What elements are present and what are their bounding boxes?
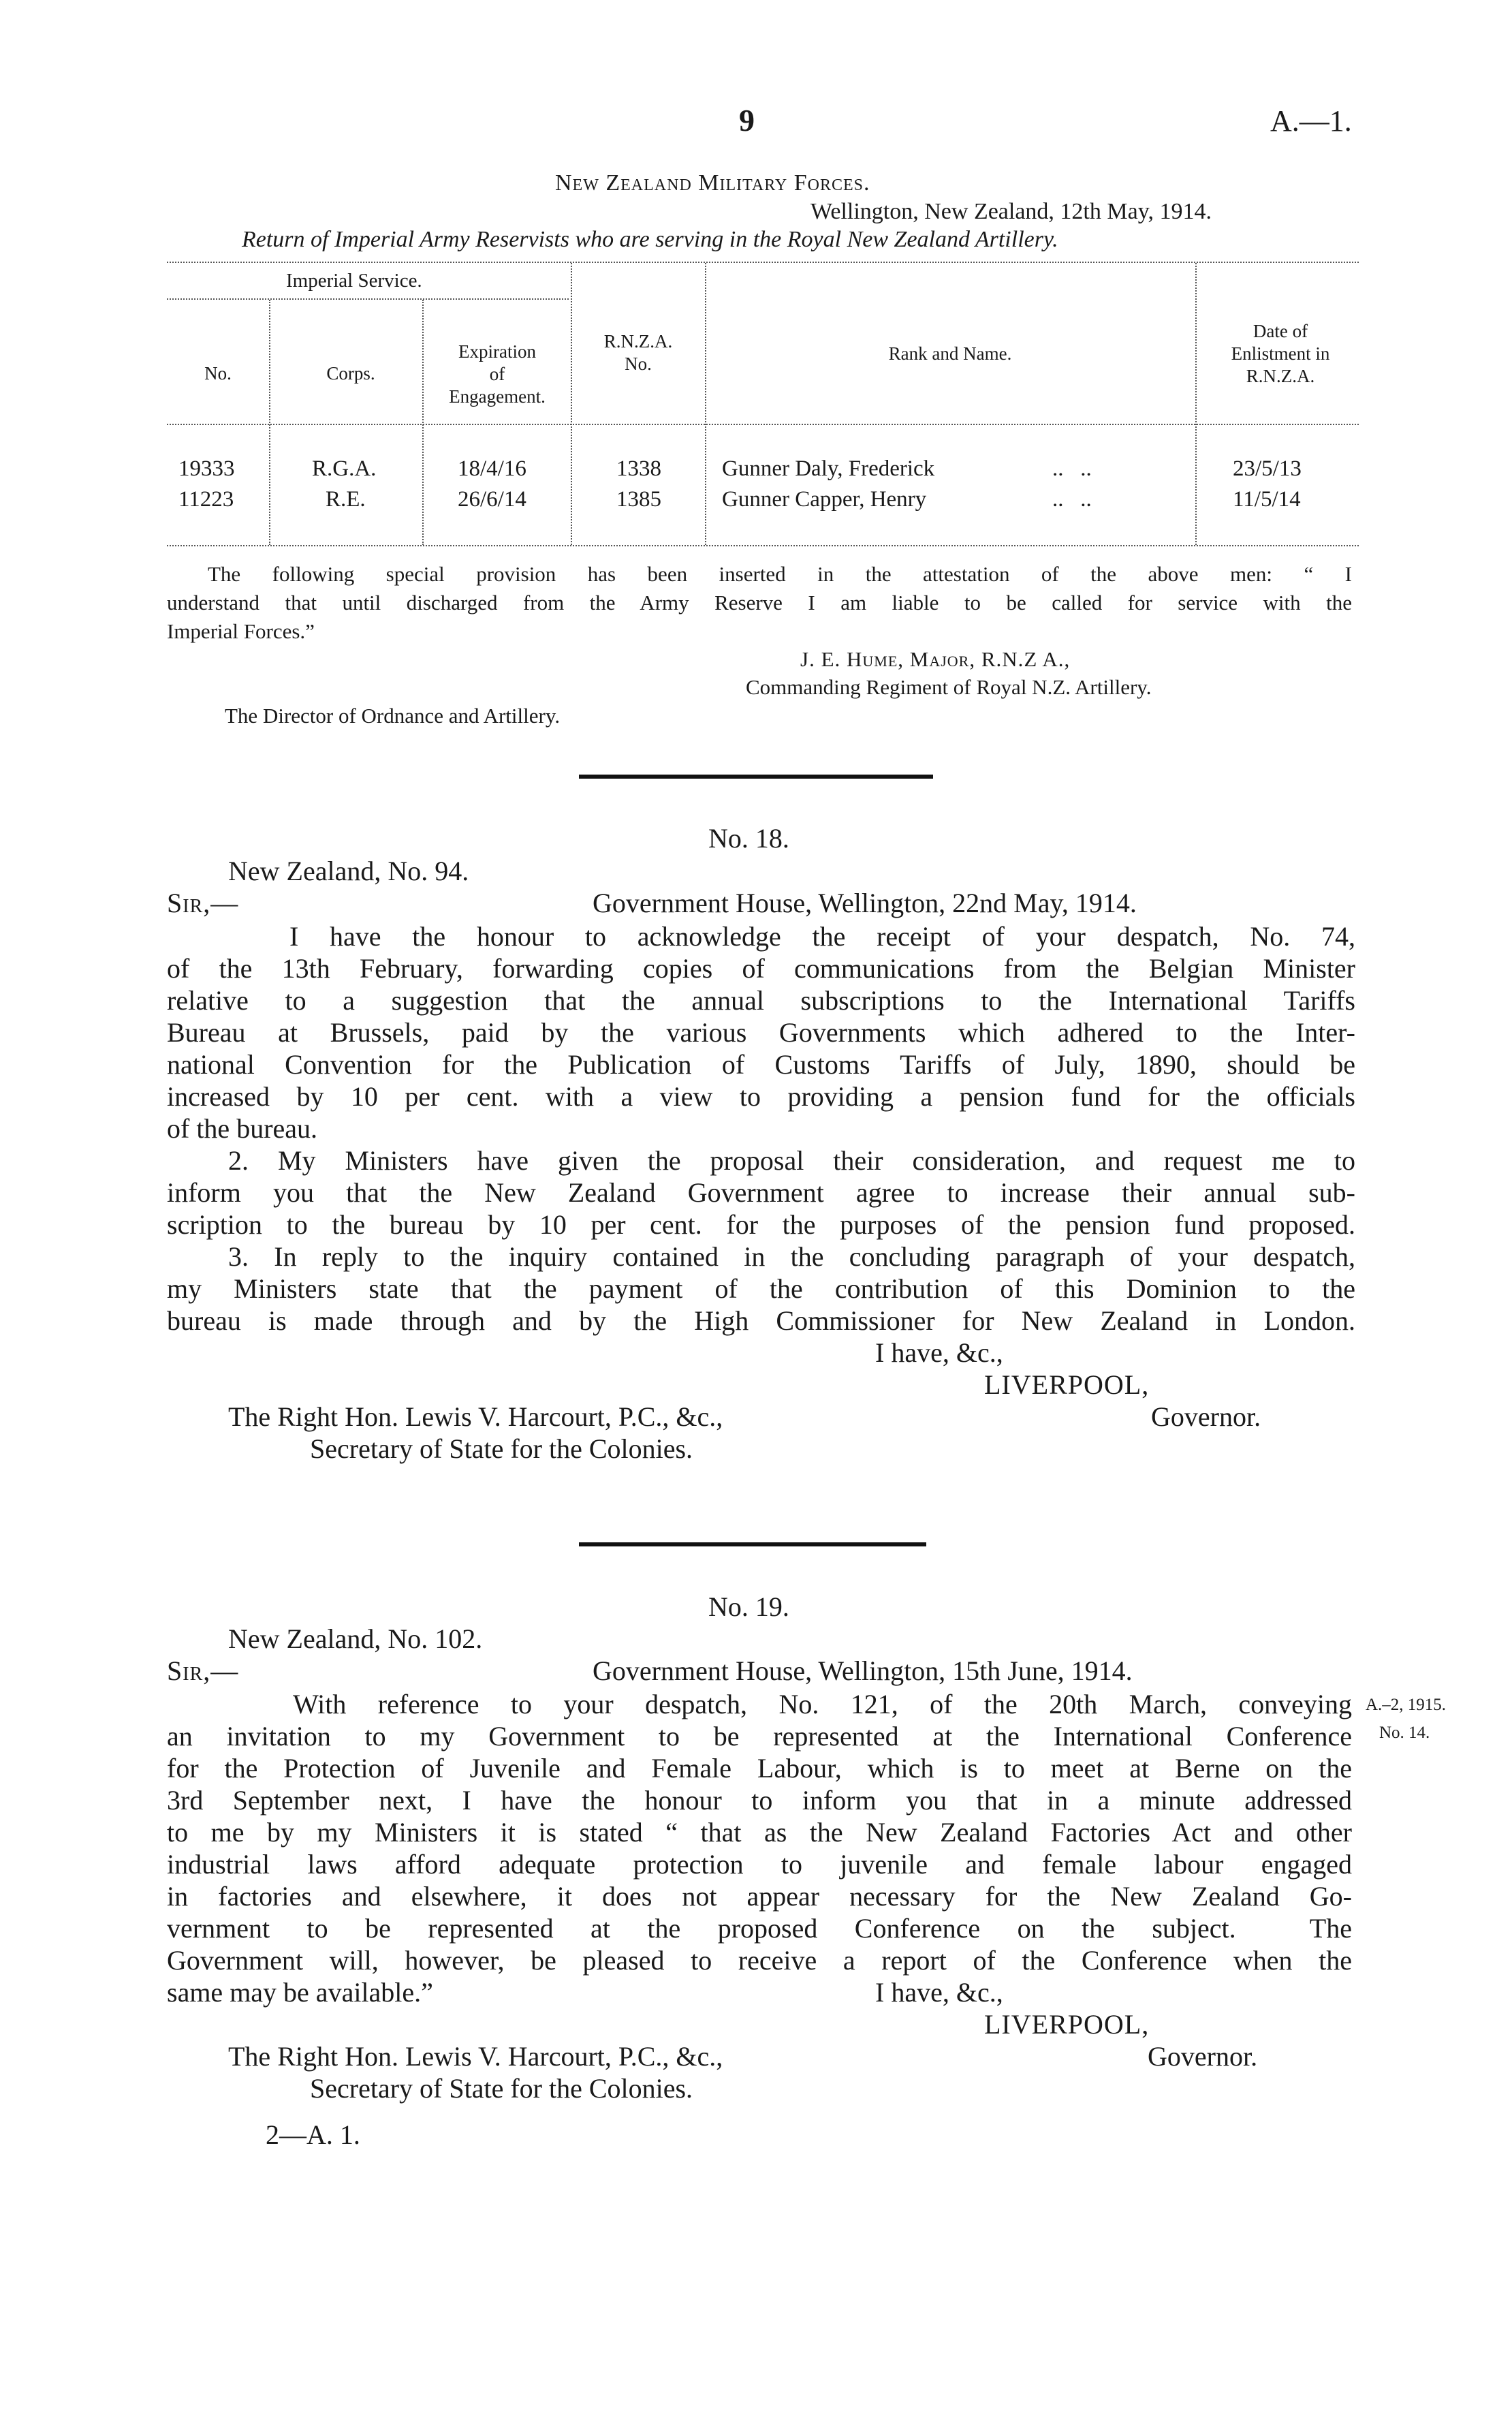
despatch-dateline: Government House, Wellington, 15th June, 1914.: [593, 1655, 1133, 1686]
despatch-number: No. 18.: [708, 823, 789, 854]
body-line: industrial laws afford adequate protection to juvenile and female labour engaged: [167, 1849, 1352, 1880]
provision-line-3: Imperial Forces.”: [167, 619, 315, 643]
body-line: bureau is made through and by the High Commissioner for New Zealand in London.: [167, 1305, 1355, 1336]
header-date-line3: R.N.Z.A.: [1246, 366, 1315, 386]
body-line: vernment to be represented at the proposed Conference on the subject. The: [167, 1913, 1352, 1944]
header-no: No.: [204, 363, 232, 384]
header-rank-and-name: Rank and Name.: [888, 343, 1012, 364]
body-line: my Ministers state that the payment of the contribution of this Dominion to the: [167, 1273, 1355, 1304]
cell-no: 19333: [178, 456, 235, 481]
signature: LIVERPOOL,: [984, 2009, 1150, 2040]
header-date-line1: Date of: [1253, 321, 1308, 341]
col-divider-3: [571, 263, 572, 545]
signer-title: Governor.: [1148, 2041, 1258, 2072]
body-line: Bureau at Brussels, paid by the various Governments which adhered to the Inter-: [167, 1017, 1355, 1048]
body-line: national Convention for the Publication of Customs Tariffs of July, 1890, should be: [167, 1049, 1355, 1080]
header-date-line2: Enlistment in: [1231, 343, 1330, 364]
printer-signature-mark: 2—A. 1.: [266, 2119, 360, 2150]
return-title: Return of Imperial Army Reservists who are serving in the Royal New Zealand Artillery.: [242, 227, 1058, 252]
body-line: relative to a suggestion that the annual subscriptions to the International Tariffs: [167, 985, 1355, 1016]
cell-date: 23/5/13: [1233, 456, 1302, 481]
header-expiration-line3: Engagement.: [449, 386, 546, 407]
body-line: of the bureau.: [167, 1113, 318, 1144]
col-divider-5: [1195, 263, 1197, 545]
body-line: inform you that the New Zealand Government agree to increase their annual sub-: [167, 1177, 1355, 1208]
salutation: Sir,—: [167, 888, 239, 918]
col-divider-2: [422, 300, 424, 545]
page-number: 9: [739, 103, 755, 138]
imperial-service-rule: [167, 298, 569, 300]
closing: I have, &c.,: [875, 1977, 1003, 2008]
header-rnza-line2: No.: [625, 354, 652, 374]
body-line: in factories and elsewhere, it does not appear necessary for the New Zealand Go-: [167, 1881, 1352, 1912]
forces-dateline: Wellington, New Zealand, 12th May, 1914.: [810, 199, 1212, 224]
signer-title: Governor.: [1151, 1401, 1261, 1432]
table-bottom-rule: [167, 545, 1359, 546]
recipient: The Right Hon. Lewis V. Harcourt, P.C., &c.,: [228, 2041, 723, 2072]
forces-title: New Zealand Military Forces.: [555, 170, 870, 196]
cell-leader-dots: .. ..: [1052, 487, 1092, 512]
cell-expiration: 26/6/14: [458, 487, 526, 512]
provision-signature-name: J. E. Hume, Major, R.N.Z A.,: [800, 647, 1071, 671]
header-expiration-line1: Expiration: [458, 341, 536, 362]
recipient: The Right Hon. Lewis V. Harcourt, P.C., &c.,: [228, 1401, 723, 1432]
body-line: of the 13th February, forwarding copies of communications from the Belgian Minister: [167, 953, 1355, 984]
body-line: same may be available.”: [167, 1977, 433, 2008]
body-line: for the Protection of Juvenile and Female Labour, which is to meet at Berne on the: [167, 1753, 1352, 1783]
signature: LIVERPOOL,: [984, 1369, 1150, 1400]
cell-rnza-no: 1385: [616, 487, 661, 512]
header-rnza-line1: R.N.Z.A.: [603, 331, 673, 352]
document-reference: A.—1.: [1270, 104, 1352, 138]
imperial-service-header: Imperial Service.: [286, 270, 422, 292]
cell-rank-name: Gunner Capper, Henry: [722, 487, 927, 512]
cell-date: 11/5/14: [1233, 487, 1301, 512]
provision-line-2: understand that until discharged from the Army Reserve I am liable to be called for service with the: [167, 591, 1352, 614]
col-divider-1: [269, 300, 270, 545]
header-rnza-no: [573, 330, 703, 375]
cell-leader-dots: .. ..: [1052, 456, 1092, 481]
cell-corps: R.E.: [326, 487, 366, 512]
cell-rnza-no: 1338: [616, 456, 661, 481]
despatch-dateline: Government House, Wellington, 22nd May, 1914.: [593, 888, 1137, 918]
table-top-rule: [167, 262, 1359, 263]
header-corps: Corps.: [326, 363, 375, 384]
section-divider: [579, 775, 933, 779]
provision-signature-title: Commanding Regiment of Royal N.Z. Artillery.: [746, 675, 1152, 699]
body-line: Government will, however, be pleased to receive a report of the Conference when the: [167, 1945, 1352, 1976]
recipient-title: Secretary of State for the Colonies.: [310, 1433, 693, 1464]
header-expiration-line2: of: [489, 364, 505, 384]
body-line: 3. In reply to the inquiry contained in the concluding paragraph of your despatch,: [228, 1241, 1355, 1272]
body-line: an invitation to my Government to be represented at the International Conference: [167, 1721, 1352, 1751]
header-date-of-enlistment: [1199, 320, 1362, 388]
cell-corps: R.G.A.: [312, 456, 377, 481]
header-expiration: [426, 341, 569, 408]
cell-expiration: 18/4/16: [458, 456, 526, 481]
nz-despatch-reference: New Zealand, No. 102.: [228, 1623, 483, 1654]
cell-rank-name: Gunner Daly, Frederick: [722, 456, 935, 481]
body-line: With reference to your despatch, No. 121, of the 20th March, conveying: [293, 1689, 1352, 1719]
body-line: to me by my Ministers it is stated “ that as the New Zealand Factories Act and other: [167, 1817, 1352, 1848]
table-header-rule: [167, 424, 1359, 425]
nz-despatch-reference: New Zealand, No. 94.: [228, 856, 469, 886]
provision-line-1: The following special provision has been inserted in the attestation of the above men: “ I: [208, 562, 1352, 586]
recipient-title: Secretary of State for the Colonies.: [310, 2073, 693, 2104]
body-line: increased by 10 per cent. with a view to providing a pension fund for the officials: [167, 1081, 1355, 1112]
margin-note: A.–2, 1915.: [1366, 1696, 1447, 1714]
cell-no: 11223: [178, 487, 234, 512]
body-line: scription to the bureau by 10 per cent. for the purposes of the pension fund proposed.: [167, 1209, 1355, 1240]
body-line: I have the honour to acknowledge the receipt of your despatch, No. 74,: [289, 921, 1355, 952]
col-divider-4: [705, 263, 706, 545]
despatch-number: No. 19.: [708, 1591, 789, 1622]
closing: I have, &c.,: [875, 1337, 1003, 1368]
provision-addressee: The Director of Ordnance and Artillery.: [225, 704, 561, 728]
salutation: Sir,—: [167, 1655, 239, 1686]
margin-note: No. 14.: [1379, 1724, 1430, 1742]
body-line: 3rd September next, I have the honour to inform you that in a minute addressed: [167, 1785, 1352, 1816]
section-divider: [579, 1542, 926, 1546]
body-line: 2. My Ministers have given the proposal their consideration, and request me to: [228, 1145, 1355, 1176]
